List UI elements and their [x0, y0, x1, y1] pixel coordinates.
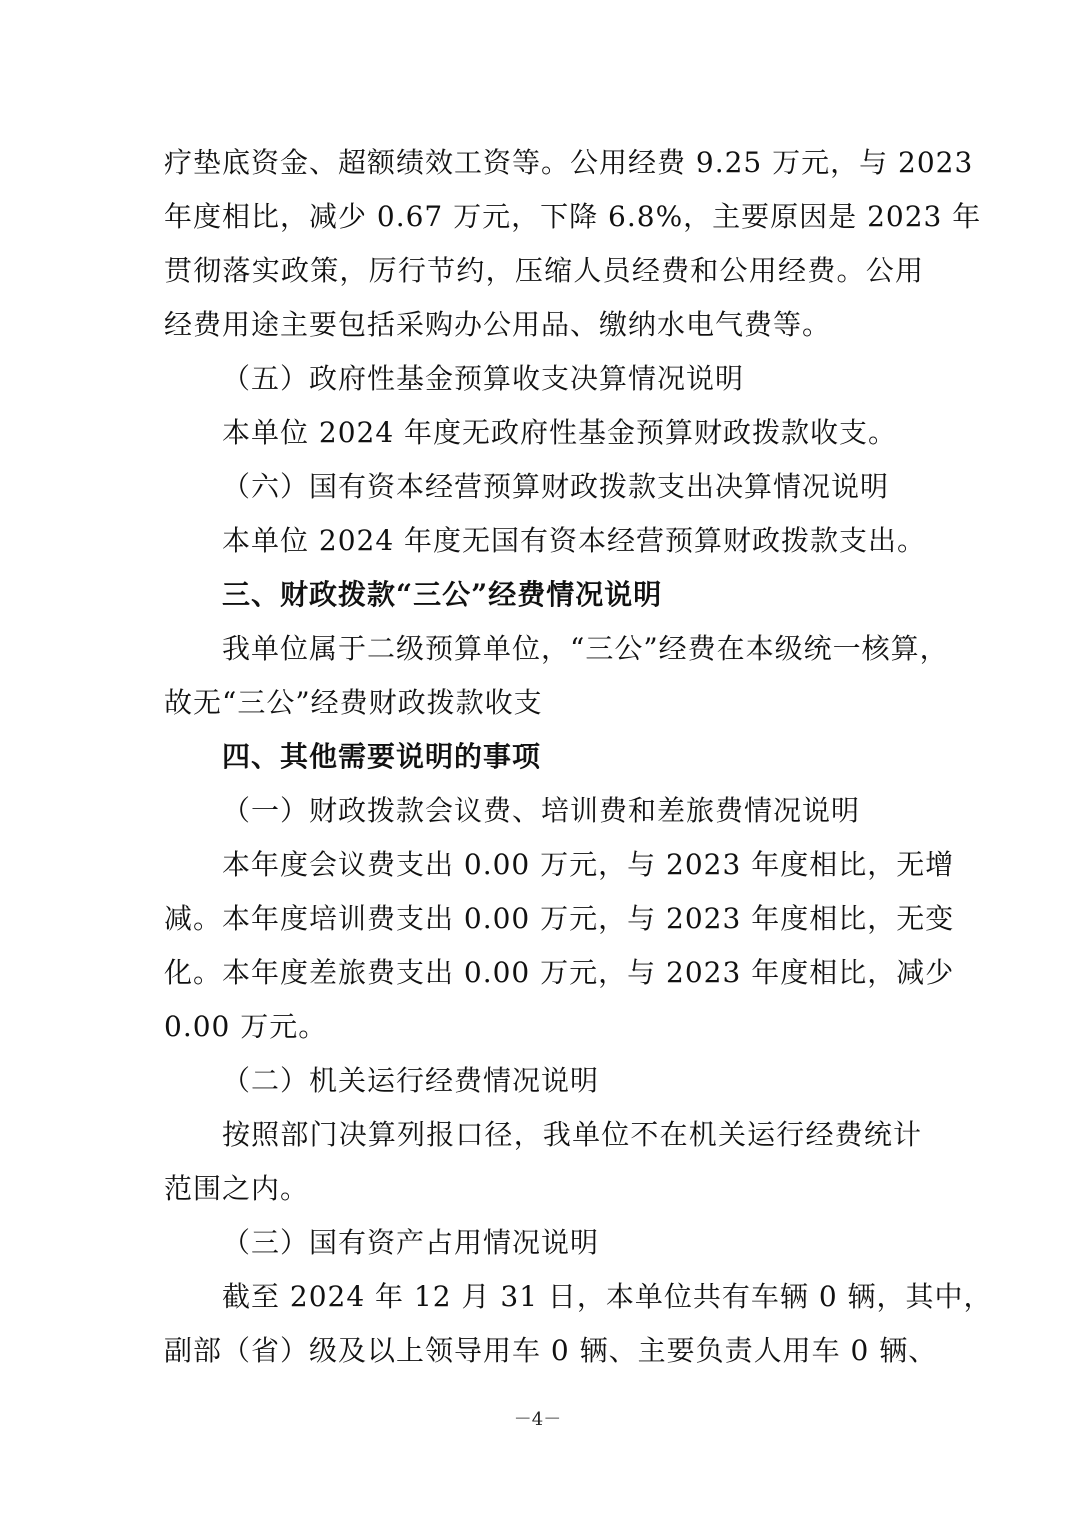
paragraph-line: 化。本年度差旅费支出 0.00 万元，与 2023 年度相比，减少 — [164, 956, 955, 989]
paragraph-line: 副部（省）级及以上领导用车 0 辆、主要负责人用车 0 辆、 — [164, 1334, 938, 1367]
paragraph-line: 本年度会议费支出 0.00 万元，与 2023 年度相比，无增 — [222, 848, 955, 881]
section-heading: 三、财政拨款“三公”经费情况说明 — [222, 578, 663, 611]
paragraph-line: 贯彻落实政策，厉行节约，压缩人员经费和公用经费。公用 — [164, 254, 924, 287]
paragraph-line: 年度相比，减少 0.67 万元，下降 6.8%，主要原因是 2023 年 — [164, 200, 982, 233]
paragraph-line: 疗垫底资金、超额绩效工资等。公用经费 9.25 万元，与 2023 — [164, 146, 974, 179]
page-number: －4－ — [513, 1409, 562, 1430]
paragraph-line: 经费用途主要包括采购办公用品、缴纳水电气费等。 — [164, 308, 832, 341]
subsection-heading: （一）财政拨款会议费、培训费和差旅费情况说明 — [222, 794, 861, 827]
subsection-heading: （二）机关运行经费情况说明 — [222, 1064, 600, 1097]
paragraph-line: 范围之内。 — [164, 1172, 310, 1205]
paragraph-line: 故无“三公”经费财政拨款收支 — [164, 686, 543, 719]
paragraph-line: 按照部门决算列报口径，我单位不在机关运行经费统计 — [222, 1118, 922, 1151]
paragraph-line: 本单位 2024 年度无国有资本经营预算财政拨款支出。 — [222, 524, 927, 557]
subsection-heading: （六）国有资本经营预算财政拨款支出决算情况说明 — [222, 470, 890, 503]
subsection-heading: （三）国有资产占用情况说明 — [222, 1226, 600, 1259]
paragraph-line: 本单位 2024 年度无政府性基金预算财政拨款收支。 — [222, 416, 898, 449]
section-heading: 四、其他需要说明的事项 — [222, 740, 542, 773]
paragraph-line: 我单位属于二级预算单位，“三公”经费在本级统一核算， — [222, 632, 949, 665]
paragraph-line: 0.00 万元。 — [164, 1010, 328, 1043]
paragraph-line: 减。本年度培训费支出 0.00 万元，与 2023 年度相比，无变 — [164, 902, 955, 935]
subsection-heading: （五）政府性基金预算收支决算情况说明 — [222, 362, 745, 395]
paragraph-line: 截至 2024 年 12 月 31 日，本单位共有车辆 0 辆，其中， — [222, 1280, 993, 1313]
